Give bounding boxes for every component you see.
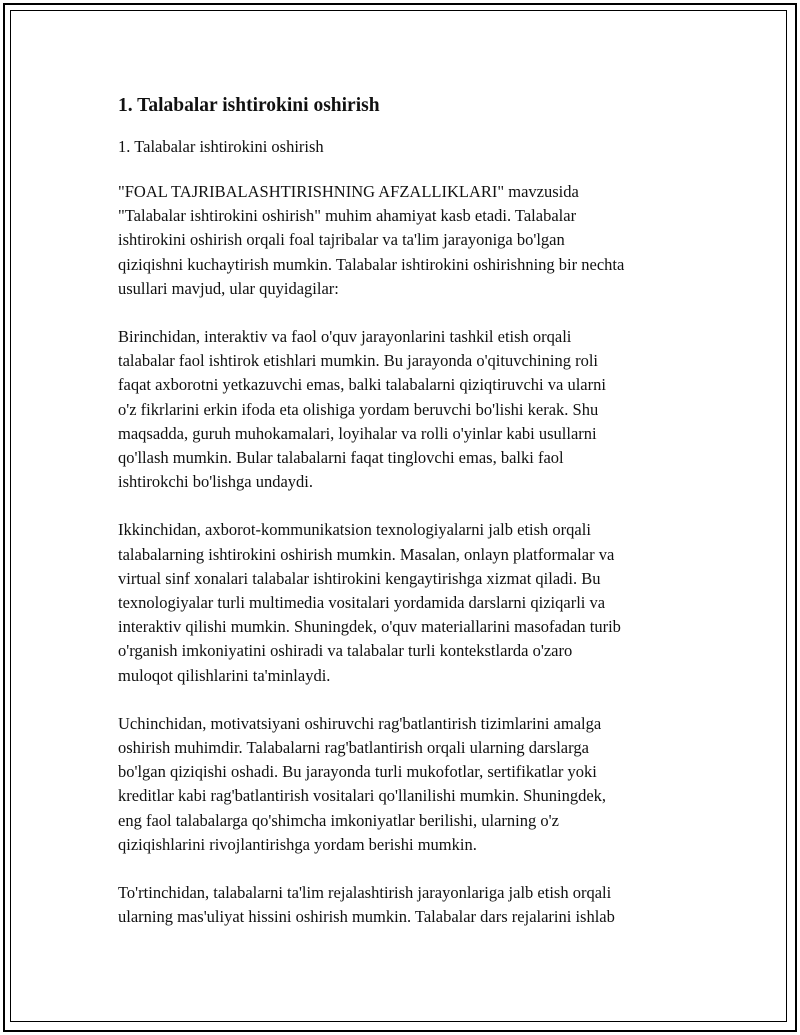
paragraph-intro: "FOAL TAJRIBALASHTIRISHNING AFZALLIKLARI" mavzusida "Talabalar ishtirokini oshirish" muhim ahamiyat kasb etadi. Talabalar ishtirokini oshirish orqali foal tajribalar va ta'lim jarayoniga bo'lgan qiziqishni kuchaytirish mumkin. Talabalar ishtirokini oshirishning bir nechta usullari mavjud, ular quyidagilar: — [118, 182, 625, 298]
document-body — [118, 94, 698, 929]
paragraph-fourth-point: To'rtinchidan, talabalarni ta'lim rejalashtirish jarayonlariga jalb etish orqali ularning mas'uliyat hissini oshirish mumkin. Talabalar dars rejalarini ishlab — [118, 883, 615, 927]
section-subheading: 1. Talabalar ishtirokini oshirish — [118, 137, 324, 156]
section-heading: 1. Talabalar ishtirokini oshirish — [118, 95, 380, 116]
paragraph-third-point: Uchinchidan, motivatsiyani oshiruvchi rag'batlantirish tizimlarini amalga oshirish muhimdir. Talabalarni rag'batlantirish orqali ularning darslarga bo'lgan qiziqishi oshadi. Bu jarayonda turli mukofotlar, sertifikatlar yoki kreditlar kabi rag'batlantirish vositalari qo'llanilishi mumkin. Shuningdek, eng faol talabalarga qo'shimcha imkoniyatlar berilishi, ularning o'z qiziqishlarini rivojlantirishga yordam berishi mumkin. — [118, 713, 607, 854]
paragraph-first-point: Birinchidan, interaktiv va faol o'quv jarayonlarini tashkil etish orqali talabalar faol ishtirok etishlari mumkin. Bu jarayonda o'qituvchining roli faqat axborotni yetkazuvchi emas, balki talabalarni qiziqtiruvchi va ularni o'z fikrlarini erkin ifoda eta olishiga yordam beruvchi bo'lishi kerak. Shu maqsadda, guruh muhokamalari, loyihalar va rolli o'yinlar kabi usullarni qo'llash mumkin. Bular talabalarni faqat tinglovchi emas, balki faol ishtirokchi bo'lishga undaydi. — [118, 327, 606, 492]
paragraph-second-point: Ikkinchidan, axborot-kommunikatsion texnologiyalarni jalb etish orqali talabalarning ishtirokini oshirish mumkin. Masalan, onlayn platformalar va virtual sinf xonalari talabalar ishtirokini kengaytirishga xizmat qiladi. Bu texnologiyalar turli multimedia vositalari yordamida darslarni qiziqarli va interaktiv qilishi mumkin. Shuningdek, o'quv materiallarini masofadan turib o'rganish imkoniyatini oshiradi va talabalar turli kontekstlarda o'zaro muloqot qilishlarini ta'minlaydi. — [118, 520, 621, 685]
